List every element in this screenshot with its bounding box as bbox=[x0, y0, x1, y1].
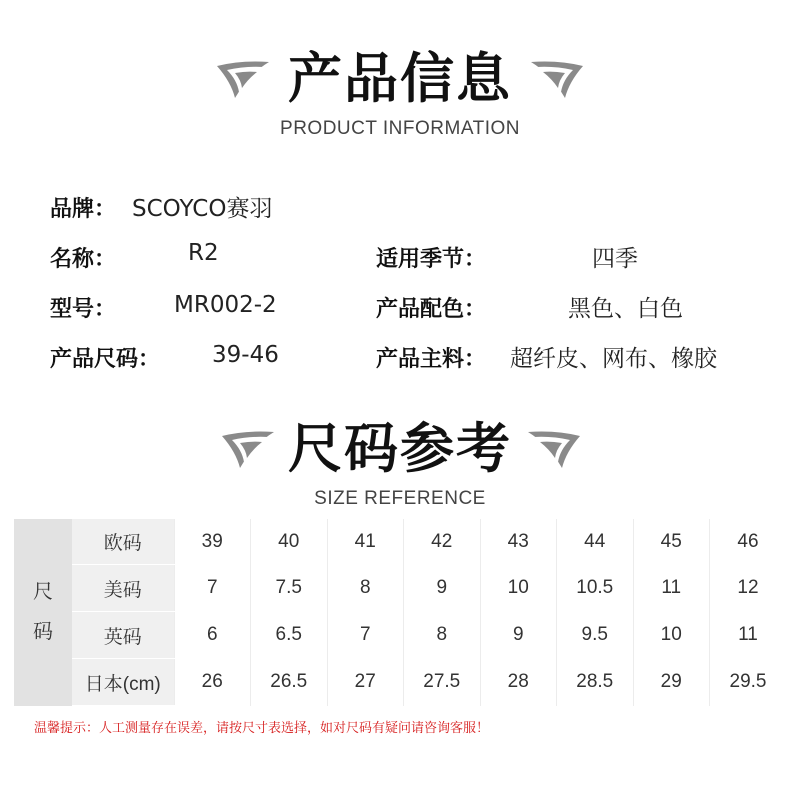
size-group-label-text: 尺码 bbox=[33, 580, 53, 643]
table-cell: 27 bbox=[327, 659, 404, 706]
row-label-uk: 英码 bbox=[72, 612, 174, 659]
right-wing-icon bbox=[524, 422, 584, 474]
table-cell: 39 bbox=[174, 519, 251, 565]
season-value: 四季 bbox=[592, 246, 638, 272]
table-cell: 44 bbox=[557, 519, 634, 565]
table-cell: 28 bbox=[480, 659, 557, 706]
product-info-title: 产品信息 bbox=[288, 47, 512, 110]
color-label: 产品配色： bbox=[376, 297, 487, 322]
table-cell: 45 bbox=[633, 519, 710, 565]
size-reference-header bbox=[0, 414, 800, 509]
size-range-value: 39-46 bbox=[212, 342, 279, 368]
table-cell: 11 bbox=[710, 612, 787, 659]
table-cell: 10 bbox=[480, 565, 557, 612]
table-cell: 9 bbox=[480, 612, 557, 659]
material-label: 产品主料： bbox=[376, 347, 487, 372]
table-cell: 11 bbox=[633, 565, 710, 612]
size-group-label bbox=[14, 519, 72, 706]
table-cell: 7 bbox=[174, 565, 251, 612]
table-cell: 10 bbox=[633, 612, 710, 659]
size-reference-subtitle: SIZE REFERENCE bbox=[314, 488, 486, 509]
color-value: 黑色、白色 bbox=[568, 296, 683, 322]
table-cell: 46 bbox=[710, 519, 787, 565]
name-value: R2 bbox=[188, 240, 219, 266]
size-reference-title: 尺码参考 bbox=[288, 417, 512, 480]
product-info-subtitle: PRODUCT INFORMATION bbox=[280, 118, 520, 139]
table-row bbox=[14, 612, 786, 659]
table-cell: 29.5 bbox=[710, 659, 787, 706]
model-value: MR002-2 bbox=[174, 292, 277, 318]
row-label-eu: 欧码 bbox=[72, 519, 174, 565]
table-cell: 40 bbox=[251, 519, 328, 565]
model-label: 型号： bbox=[50, 297, 117, 322]
row-label-us: 美码 bbox=[72, 565, 174, 612]
size-range-label: 产品尺码： bbox=[50, 347, 161, 372]
row-label-jp: 日本(cm) bbox=[72, 659, 174, 706]
table-cell: 7 bbox=[327, 612, 404, 659]
table-cell: 8 bbox=[327, 565, 404, 612]
table-cell: 6 bbox=[174, 612, 251, 659]
size-table bbox=[14, 519, 786, 706]
table-cell: 27.5 bbox=[404, 659, 481, 706]
brand-label: 品牌： bbox=[50, 197, 117, 222]
table-cell: 26.5 bbox=[251, 659, 328, 706]
right-wing-icon bbox=[527, 52, 587, 104]
season-label: 适用季节： bbox=[376, 247, 487, 272]
table-cell: 9 bbox=[404, 565, 481, 612]
table-cell: 8 bbox=[404, 612, 481, 659]
material-value: 超纤皮、网布、橡胶 bbox=[510, 346, 717, 372]
product-info-header bbox=[0, 44, 800, 139]
table-cell: 26 bbox=[174, 659, 251, 706]
table-cell: 9.5 bbox=[557, 612, 634, 659]
brand-value: SCOYCO赛羽 bbox=[132, 196, 273, 222]
size-notice: 温馨提示：人工测量存在误差，请按尺寸表选择，如对尺码有疑问请咨询客服！ bbox=[34, 721, 490, 736]
table-cell: 10.5 bbox=[557, 565, 634, 612]
table-row bbox=[14, 519, 786, 565]
table-cell: 28.5 bbox=[557, 659, 634, 706]
table-cell: 41 bbox=[327, 519, 404, 565]
table-row bbox=[14, 659, 786, 706]
name-label: 名称： bbox=[50, 247, 117, 272]
table-row bbox=[14, 565, 786, 612]
table-cell: 12 bbox=[710, 565, 787, 612]
table-cell: 42 bbox=[404, 519, 481, 565]
table-cell: 6.5 bbox=[251, 612, 328, 659]
table-cell: 7.5 bbox=[251, 565, 328, 612]
table-cell: 43 bbox=[480, 519, 557, 565]
table-cell: 29 bbox=[633, 659, 710, 706]
